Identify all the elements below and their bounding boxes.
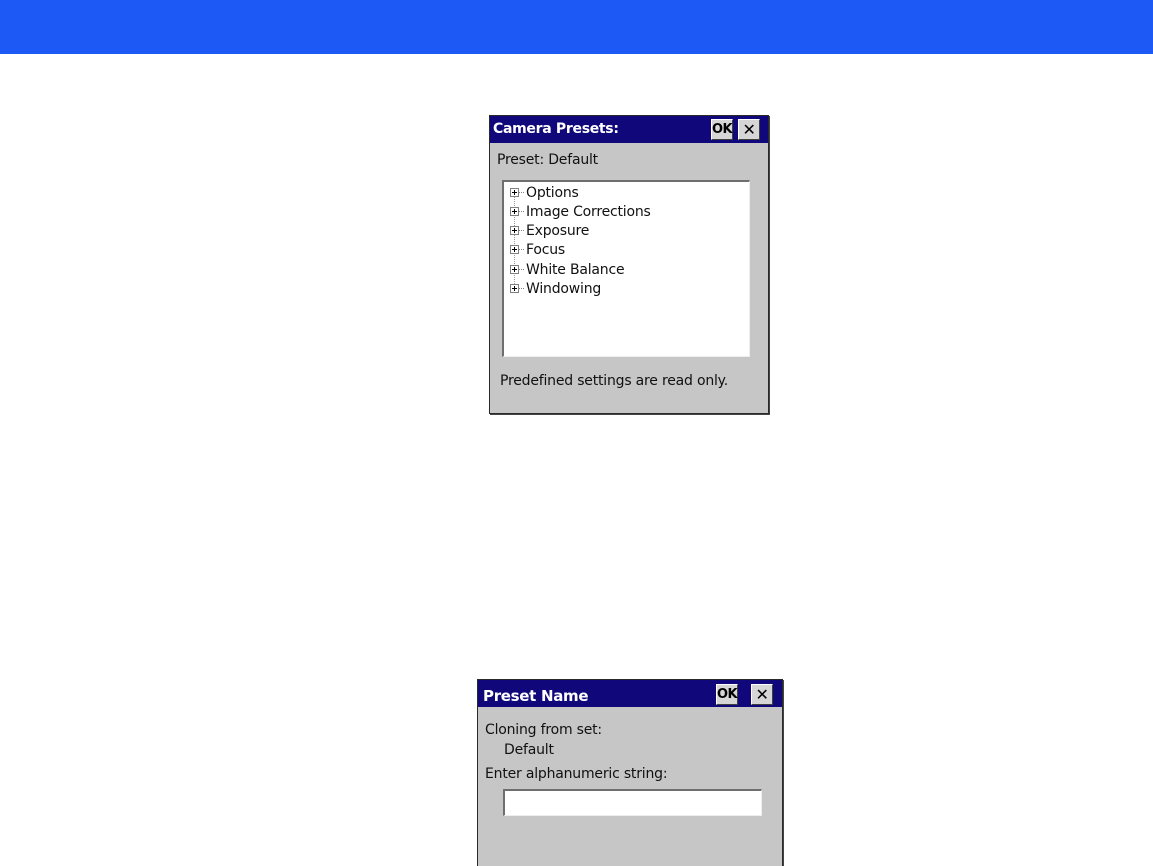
tree-item[interactable] bbox=[510, 183, 579, 202]
settings-tree[interactable] bbox=[502, 180, 750, 357]
plus-expander-icon[interactable] bbox=[510, 245, 519, 254]
preset-name-title: Preset Name bbox=[483, 687, 589, 705]
camera-presets-title: Camera Presets: bbox=[493, 121, 619, 137]
tree-item-label: White Balance bbox=[526, 261, 625, 278]
preset-name-window bbox=[477, 679, 783, 866]
tree-item[interactable] bbox=[510, 221, 589, 240]
preset-name-titlebar bbox=[478, 680, 782, 707]
preset-name-input[interactable] bbox=[503, 789, 762, 816]
camera-presets-titlebar bbox=[490, 116, 768, 143]
cloning-label: Cloning from set: bbox=[485, 722, 602, 738]
close-icon[interactable]: ✕ bbox=[751, 684, 773, 705]
camera-presets-window bbox=[489, 115, 769, 414]
tree-item-label: Focus bbox=[526, 241, 565, 258]
tree-item[interactable] bbox=[510, 240, 565, 259]
ok-button[interactable]: OK bbox=[716, 684, 738, 705]
tree-item[interactable] bbox=[510, 260, 624, 279]
cloning-value: Default bbox=[504, 742, 554, 758]
plus-expander-icon[interactable] bbox=[510, 207, 519, 216]
tree-item-label: Exposure bbox=[526, 222, 590, 239]
tree-item[interactable] bbox=[510, 202, 651, 221]
tree-item-label: Options bbox=[526, 184, 579, 201]
preset-label: Preset: Default bbox=[497, 152, 598, 168]
read-only-note: Predefined settings are read only. bbox=[500, 373, 729, 389]
plus-expander-icon[interactable] bbox=[510, 226, 519, 235]
close-icon[interactable]: ✕ bbox=[738, 119, 760, 140]
ok-button[interactable]: OK bbox=[711, 119, 733, 140]
plus-expander-icon[interactable] bbox=[510, 284, 519, 293]
tree-item-label: Windowing bbox=[526, 280, 602, 297]
top-banner bbox=[0, 0, 1153, 54]
tree-item-label: Image Corrections bbox=[526, 203, 651, 220]
tree-item[interactable] bbox=[510, 279, 601, 298]
plus-expander-icon[interactable] bbox=[510, 265, 519, 274]
enter-string-label: Enter alphanumeric string: bbox=[485, 766, 668, 782]
plus-expander-icon[interactable] bbox=[510, 188, 519, 197]
